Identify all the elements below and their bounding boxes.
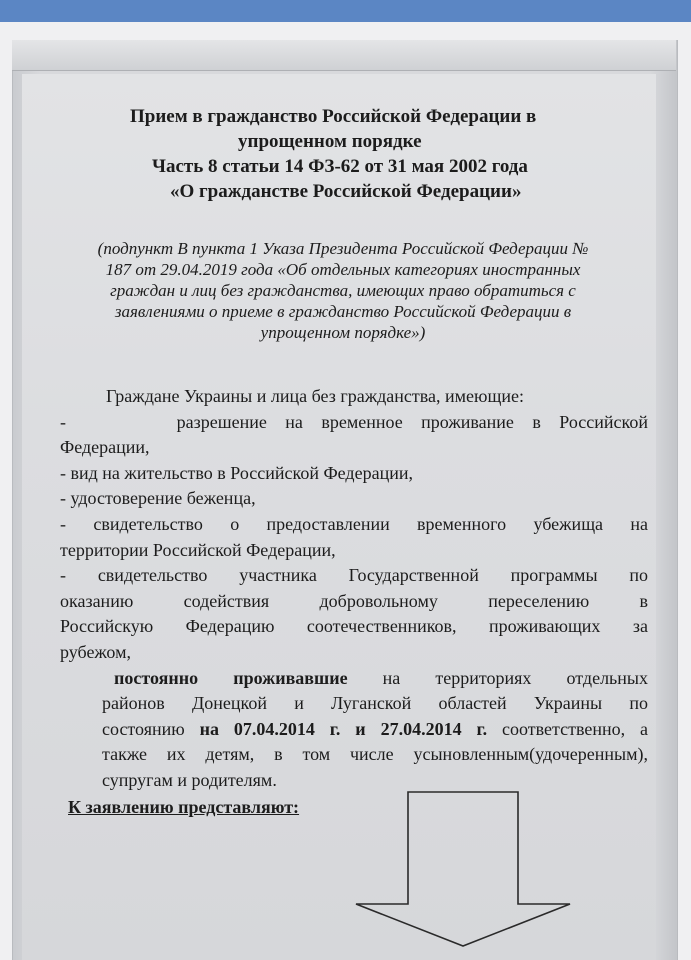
down-arrow-outline-icon	[352, 790, 574, 950]
subtitle-line-3: граждан и лиц без гражданства, имеющих право обратиться с	[110, 281, 576, 300]
paragraph-line-4: также их детям, в том числе усыновленным(удочеренным),	[102, 744, 648, 765]
list-item-4-line-2: территории Российской Федерации,	[60, 539, 336, 560]
title-line-3: Часть 8 статьи 14 ФЗ-62 от 31 мая 2002 года	[152, 156, 528, 177]
subtitle-line-1: (подпункт В пункта 1 Указа Президента Российской Федерации №	[97, 239, 589, 258]
paragraph-text-1: на территориях отдельных	[347, 667, 648, 688]
document-title	[90, 104, 650, 204]
list-item-4-line-1: - свидетельство о предоставлении временного убежища на	[60, 513, 648, 534]
top-bar	[0, 0, 691, 22]
list-item-3: - удостоверение беженца,	[60, 488, 256, 509]
list-item-5-line-4: рубежом,	[60, 641, 131, 662]
submission-label: К заявлению представляют:	[68, 797, 300, 817]
paragraph-line-1	[60, 666, 648, 692]
title-line-4: «О гражданстве Российской Федерации»	[170, 181, 522, 202]
paragraph-text-3a: состоянию	[102, 718, 200, 739]
subtitle-line-4: заявлениями о приеме в гражданство Российской Федерации в	[114, 302, 572, 321]
paragraph-bold-phrase: постоянно проживавшие	[114, 667, 348, 688]
paragraph-line-5: супругам и родителям.	[102, 769, 277, 790]
paragraph-bold-dates: на 07.04.2014 г. и 27.04.2014 г.	[199, 718, 488, 739]
list-item-1-line-2: Федерации,	[60, 437, 150, 458]
title-line-1: Прием в гражданство Российской Федерации в	[130, 106, 537, 127]
list-item-2: - вид на жительство в Российской Федерации,	[60, 462, 413, 483]
list-item-5-line-3: Российскую Федерацию соотечественников, проживающих за	[60, 616, 648, 637]
list-item-1-line-1: - разрешение на временное проживание в Российской	[60, 411, 648, 432]
subtitle-line-5: упрощенном порядке»)	[260, 323, 426, 342]
body-intro: Граждане Украины и лица без гражданства, имеющие:	[106, 386, 524, 406]
document-subtitle	[58, 238, 628, 343]
paragraph-line-3	[60, 717, 648, 743]
document-body	[60, 384, 648, 794]
list-item-5-line-1: - свидетельство участника Государственной программы по	[60, 565, 648, 586]
list-item-5-line-2: оказанию содействия добровольному переселению в	[60, 590, 648, 611]
paragraph-line-2: районов Донецкой и Луганской областей Украины по	[102, 693, 648, 714]
subtitle-line-2: 187 от 29.04.2019 года «Об отдельных категориях иностранных	[105, 260, 581, 279]
title-line-2: упрощенном порядке	[238, 131, 422, 152]
holder-top-edge	[12, 40, 676, 71]
paragraph-text-3b: соответственно, а	[487, 718, 648, 739]
